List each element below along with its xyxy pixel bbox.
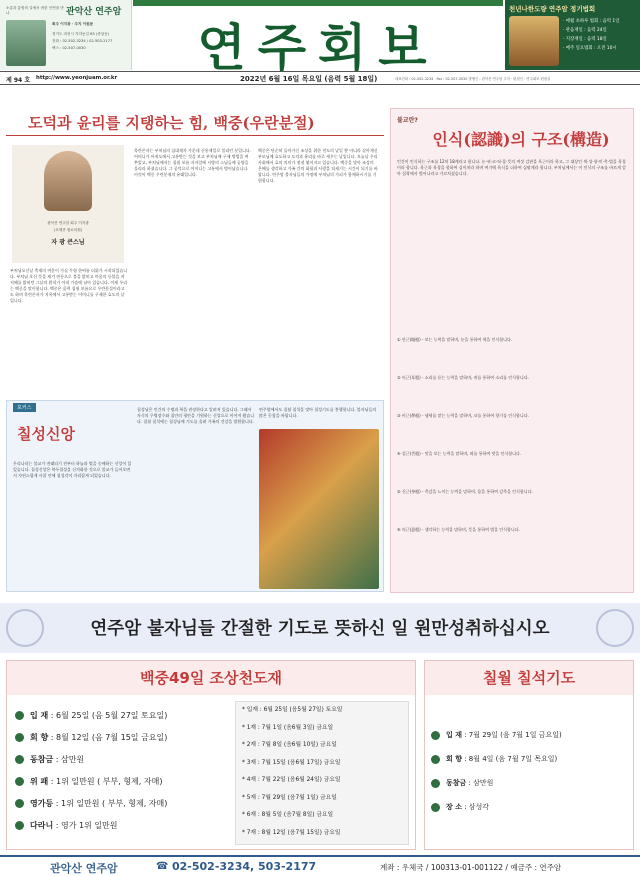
header-address-3: 팩스 : 02-507-0030 <box>52 46 86 50</box>
monk-portrait-box <box>12 145 124 263</box>
baekjung-title: 백중49일 조상천도재 <box>139 669 283 687</box>
schedule-row-3: * 2재 : 7월 8일 (음6월 10일) 금요일 <box>242 742 337 748</box>
contact-info: 대표전화 : 02-502-3234 · Fax : 02-507-0030 발행인 : 관악산 연주암 주지 · 편집인 : 연주회보 편집실 <box>395 77 551 81</box>
main-article-col-2: 목련존자는 부처님의 십대제자 가운데 신통제일로 불리던 분입니다. 어머니가 아귀도에서 고통받는 것을 보고 부처님께 구제 방법을 여쭈었고, 부처님께서는 칠월 보름 자자일에 시방의 스님들께 공양을 올리라 하셨습니다. 그 공덕으로 어머니는 고통에서 벗어났습니다. 이것이 백중 우란분재의 유래입니다. <box>134 148 252 177</box>
schedule-row-4: * 3재 : 7월 15일 (음6월 17일) 금요일 <box>242 759 341 766</box>
side-item-1: ① 안근(眼根) - 보는 능력을 말하며, 눈을 통하여 색을 인식합니다. <box>397 337 513 342</box>
footer-account: 계좌 : 우체국 / 100313-01-001122 / 예금주 : 연주암 <box>380 863 562 872</box>
side-item-2: ② 이근(耳根) - 소리를 듣는 능력을 말하며, 귀를 통하여 소리를 인식합니다. <box>397 375 529 380</box>
side-article-label: 불교란? <box>397 117 418 124</box>
baekjung-schedule <box>235 701 409 845</box>
header-address-2: 전화 : 02-502-3234 / 02-503-2177 <box>52 39 113 43</box>
chilseong-col-3: 연주암에서도 칠월 칠석을 맞아 칠성기도를 봉행합니다. 불자님들의 많은 동참을 바랍니다. <box>259 407 377 418</box>
issue-number: 제 94 호 <box>6 77 31 84</box>
main-article-title: 도덕과 윤리를 지탱하는 힘, 백중(우란분절) <box>28 114 315 132</box>
chilseong-label: 포커스 <box>13 403 36 412</box>
footer-phone: 02-502-3234, 503-2177 <box>172 860 317 873</box>
schedule-row-8: * 7재 : 8월 12일 (음7월 15일) 금요일 <box>242 829 341 836</box>
bullet-icon <box>15 711 24 720</box>
masthead-top-bar <box>133 0 503 6</box>
side-article-intro: 인간이 인식하는 구조를 12처 18계라고 합니다. 눈·귀·코·혀·몸·뜻의 여섯 감관을 육근이라 하고, 그 대상인 색·성·향·미·촉·법을 육경이라 합니다. 육근과 육경을 합하여 십이처라 하며 여기에 육식을 더하여 십팔계라 합니다. 부처님께서는 이 인식의 구조를 바르게 알아 집착에서 벗어나라고 가르치셨습니다. <box>397 159 626 176</box>
chilseok-row-3: 동참금 : 삼만원 <box>431 771 631 795</box>
header-address-1: 경기도 과천시 자하동길 63 (중앙동) <box>52 32 110 36</box>
chilseok-row-4: 장 소 : 삼성각 <box>431 795 631 819</box>
author-name: 자 광 큰스님 <box>51 239 85 246</box>
schedule-row-7: * 6재 : 8월 5일 (음7월 8일) 금요일 <box>242 812 334 818</box>
baekjung-row-4: 위 패 : 1위 일만원 ( 부부, 형제, 자매) <box>15 771 230 793</box>
monk-portrait <box>44 151 92 211</box>
chilseok-title: 칠월 칠석기도 <box>482 669 576 687</box>
header-right-line-3: · 지장재일 : 음력 18일 <box>563 37 607 42</box>
baekjung-panel <box>6 660 416 850</box>
header-left-box <box>0 0 132 70</box>
lotus-right-icon <box>596 609 634 647</box>
main-title-rule <box>6 135 384 136</box>
bullet-icon <box>15 821 24 830</box>
header-motto: 소통과 통합의 길에서 귀한 인연을 만나 <box>6 6 64 16</box>
chilseok-panel <box>424 660 634 850</box>
issue-date: 2022년 6월 16일 목요일 (음력 5월 18일) <box>240 75 378 83</box>
bullet-icon <box>431 755 440 764</box>
header-right-line-2: · 관음재일 : 음력 24일 <box>563 28 607 33</box>
chilseong-painting <box>259 429 379 589</box>
chilseong-col-1: 우리나라는 불교가 전래되기 전부터 하늘과 별을 숭배하는 신앙이 있었습니다. 칠성신앙은 북두칠성을 신격화한 것으로 불교가 들어오면서 자연스럽게 사찰 안에 칠성각이 자리잡게 되었습니다. <box>13 461 132 478</box>
main-article-col-1: 부처님오신날 축제의 여운이 가실 무렵 한여름 더위가 시작되었습니다. 부처님 오신 뜻을 새겨 연등으로 불을 밝히고 마음의 등불을 켜 지혜를 밝히던 그날의 환희가 아직 가슴에 남아 있습니다. 이제 우리는 백중을 맞이합니다. 백중은 음력 칠월 보름으로 우란분절이라고도 하며 목련존자가 지옥에서 고통받는 어머니를 구제한 효도의 날입니다. <box>10 268 128 303</box>
baekjung-info <box>15 705 230 837</box>
chilseong-col-2: 칠성님은 인간의 수명과 복을 관장한다고 알려져 있습니다. 그래서 자식의 무병장수와 집안의 평안을 기원하는 신앙으로 이어져 왔습니다. 칠월 칠석에는 칠성님께 기도를 올려 가족의 건강을 발원합니다. <box>137 407 255 424</box>
bullet-icon <box>15 755 24 764</box>
schedule-row-6: * 5재 : 7월 29일 (음7월 1일) 금요일 <box>242 794 337 801</box>
side-item-3: ③ 비근(鼻根) - 냄새를 맡는 능력을 말하며, 코를 통하여 향기를 인식합니다. <box>397 413 529 418</box>
author-caption-1: 관악산 연주암 회주 이지광 <box>47 221 89 225</box>
baekjung-row-2: 회 향 : 8월 12일 (음 7월 15일 금요일) <box>15 727 230 749</box>
phone-icon: ☎ <box>156 861 169 872</box>
masthead-title: 연주회보 <box>197 18 439 77</box>
bullet-icon <box>431 731 440 740</box>
lotus-left-icon <box>6 609 44 647</box>
schedule-row-2: * 1재 : 7월 1일 (음6월 3일) 금요일 <box>242 724 334 731</box>
header-right-box <box>505 0 640 70</box>
footer-name: 관악산 연주암 <box>50 862 118 875</box>
baekjung-row-1: 입 재 : 6월 25일 (음 5월 27일 토요일) <box>15 705 230 727</box>
header-right-line-1: · 매월 초하루 법회 : 음력 1일 <box>563 19 620 24</box>
bullet-icon <box>431 779 440 788</box>
header-right-title: 천년나한도량 연주암 정기법회 <box>509 5 596 13</box>
bullet-icon <box>15 799 24 808</box>
bullet-icon <box>431 803 440 812</box>
chilseok-info <box>431 723 631 819</box>
banner-text: 연주암 불자님들 간절한 기도로 뜻하신 일 원만성취하십시오 <box>90 619 550 639</box>
side-item-5: ⑤ 신근(身根) - 촉감을 느끼는 능력을 말하며, 몸을 통하여 감촉을 인식합니다. <box>397 489 533 494</box>
baekjung-row-6: 다라니 : 영가 1위 일만원 <box>15 815 230 837</box>
side-article-title: 인식(認識)의 구조(構造) <box>432 130 610 149</box>
author-caption-2: (조계종 원로의원) <box>53 228 83 232</box>
schedule-row-1: * 입재 : 6월 25일 (음5월 27일) 토요일 <box>242 707 343 713</box>
bullet-icon <box>15 777 24 786</box>
temple-photo <box>6 20 46 66</box>
masthead-area <box>133 0 503 77</box>
buddha-photo <box>509 16 559 66</box>
chilseong-panel <box>6 400 384 592</box>
side-article-panel <box>390 108 634 593</box>
side-item-6: ⑥ 의근(意根) - 생각하는 능력을 말하며, 뜻을 통하여 법을 인식합니다. <box>397 527 520 532</box>
chilseok-row-1: 입 재 : 7월 29일 (음 7월 1일 금요일) <box>431 723 631 747</box>
info-bar <box>0 71 640 85</box>
footer <box>0 855 640 876</box>
prayer-banner <box>0 603 640 653</box>
chilseong-title: 칠성신앙 <box>17 425 75 443</box>
main-article-col-3: 백중은 단순히 돌아가신 조상을 위한 천도의 날일 뿐 아니라 살아계신 부모님께 효도하고 도덕과 윤리를 바로 세우는 날입니다. 오늘날 우리 사회에서 효의 의미가 점점 옅어지고 있습니다. 백중을 맞아 조상의 은혜를 생각하고 가족 간의 화합과 사랑을 되새기는 시간이 되기를 바랍니다. 연주암 불자님들의 가정에 부처님의 가피가 함께하시기를 기원합니다. <box>258 148 378 183</box>
side-item-4: ④ 설근(舌根) - 맛을 보는 능력을 말하며, 혀를 통하여 맛을 인식합니다. <box>397 451 522 456</box>
header-right-line-4: · 매주 일요법회 : 오전 10시 <box>563 46 617 51</box>
bullet-icon <box>15 733 24 742</box>
header-temple-name: 관악산 연주암 <box>66 7 122 17</box>
header-publisher: 회주 이지광 · 주지 이원문 <box>52 22 94 26</box>
website-link[interactable]: http://www.yeonjuam.or.kr <box>36 75 118 81</box>
baekjung-row-5: 영가등 : 1위 일만원 ( 부부, 형제, 자매) <box>15 793 230 815</box>
schedule-row-5: * 4재 : 7월 22일 (음6월 24일) 금요일 <box>242 777 341 783</box>
baekjung-row-3: 동참금 : 삼만원 <box>15 749 230 771</box>
chilseok-row-2: 회 향 : 8월 4일 (음 7월 7일 목요일) <box>431 747 631 771</box>
